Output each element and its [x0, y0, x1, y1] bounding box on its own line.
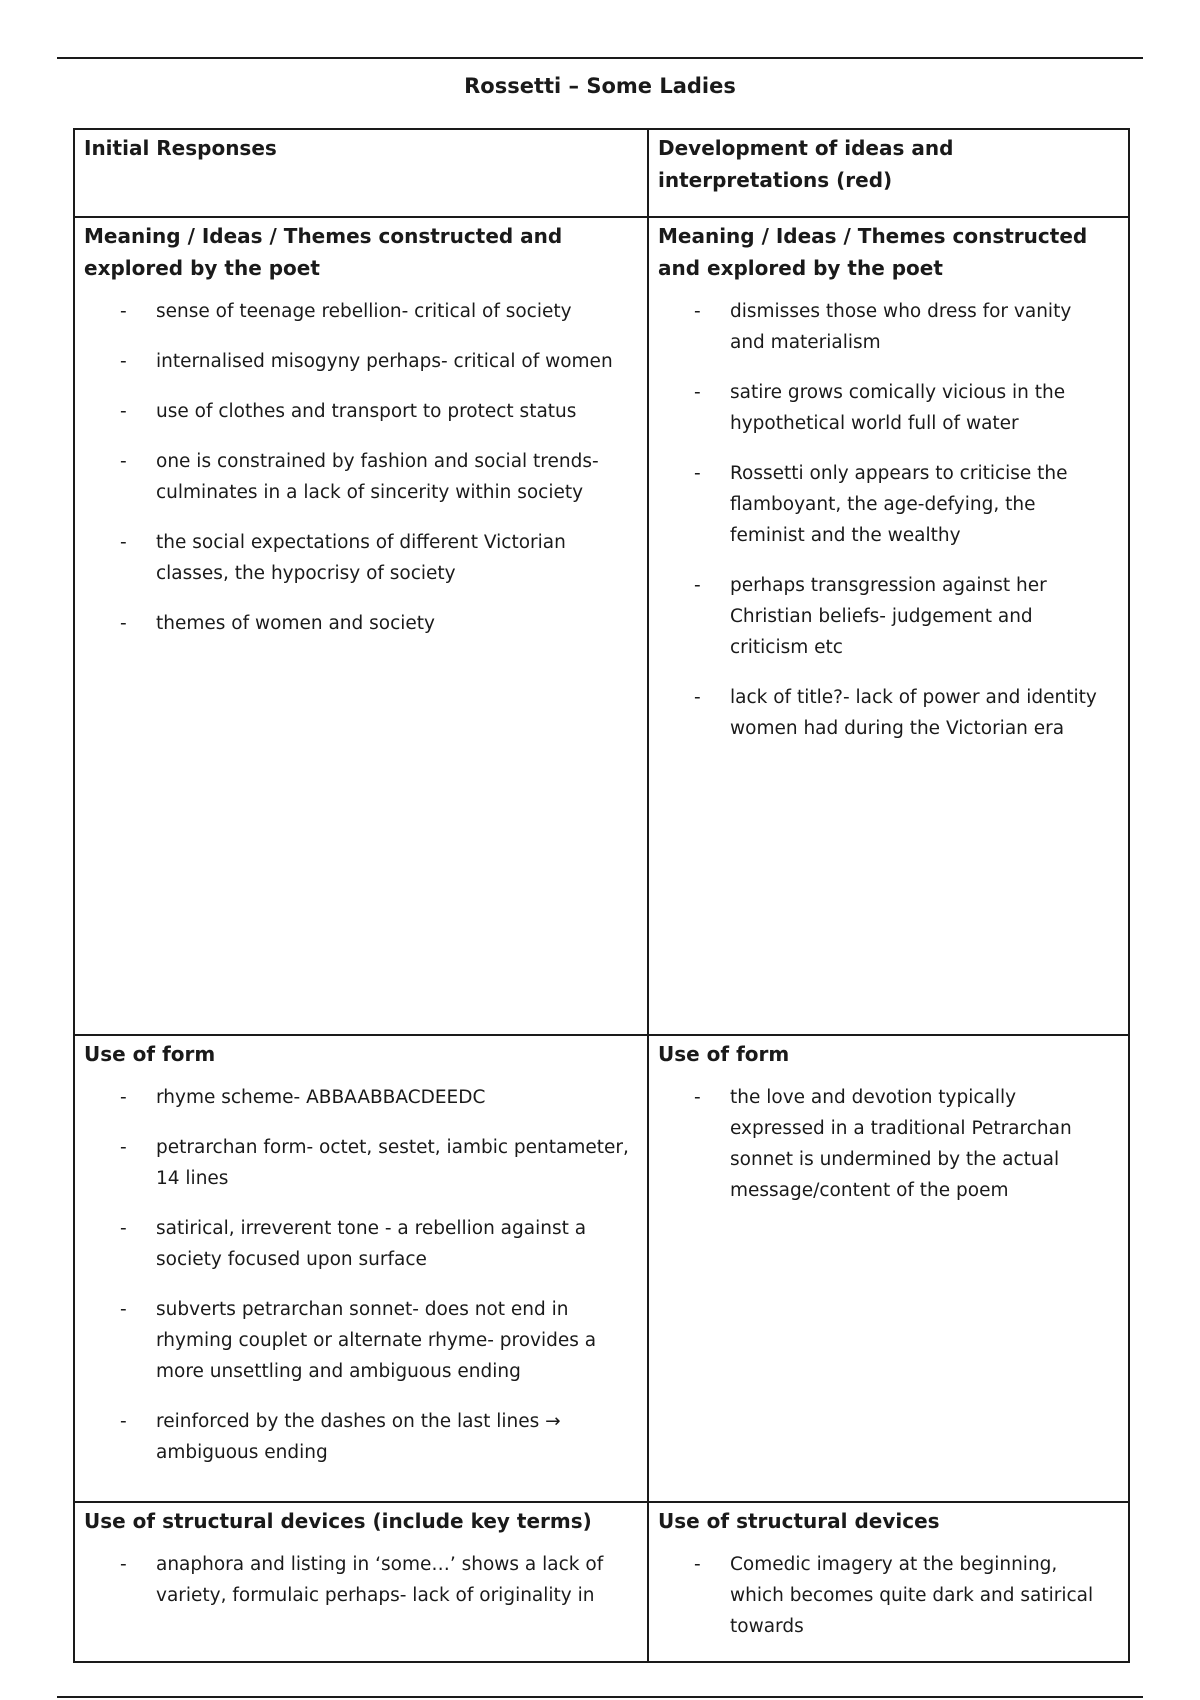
column-heading: Initial Responses — [84, 136, 277, 160]
list-item: - the social expectations of different Victorian classes, the hypocrisy of society — [156, 527, 630, 589]
list-item: - reinforced by the dashes on the last lines → ambiguous ending — [156, 1406, 630, 1468]
section-heading: Meaning / Ideas / Themes constructed and explored by the poet — [84, 224, 563, 280]
section-heading: Meaning / Ideas / Themes constructed and explored by the poet — [658, 224, 1088, 280]
list-item: - satirical, irreverent tone - a rebellion against a society focused upon surface — [156, 1213, 630, 1275]
form-cell-development — [648, 1035, 1129, 1502]
list-item: - use of clothes and transport to protect status — [156, 396, 630, 427]
form-row — [74, 1035, 1129, 1502]
bullet-list — [658, 1549, 1119, 1642]
structure-cell-development — [648, 1502, 1129, 1662]
list-item: - themes of women and society — [156, 608, 630, 639]
list-item: - one is constrained by fashion and social trends- culminates in a lack of sincerity within society — [156, 446, 630, 508]
section-heading: Use of form — [658, 1042, 790, 1066]
list-item: - satire grows comically vicious in the hypothetical world full of water — [730, 377, 1111, 439]
list-item: - internalised misogyny perhaps- critical of women — [156, 346, 630, 377]
list-item: - sense of teenage rebellion- critical of society — [156, 296, 630, 327]
document-title: Rossetti – Some Ladies — [464, 74, 736, 98]
bullet-list — [658, 296, 1119, 744]
meaning-cell-initial — [74, 217, 648, 1035]
notes-table — [73, 128, 1130, 1663]
column-heading: Development of ideas and interpretations (red) — [658, 136, 954, 192]
table-header-row — [74, 129, 1129, 217]
bullet-list — [658, 1082, 1119, 1206]
bullet-list — [84, 296, 638, 639]
meaning-row — [74, 217, 1129, 1035]
list-item: - dismisses those who dress for vanity and materialism — [730, 296, 1111, 358]
bottom-rule — [57, 1696, 1143, 1698]
header-cell-development — [648, 129, 1129, 217]
list-item: - perhaps transgression against her Christian beliefs- judgement and criticism etc — [730, 570, 1111, 663]
list-item: - rhyme scheme- ABBAABBACDEEDC — [156, 1082, 630, 1113]
structure-cell-initial — [74, 1502, 648, 1662]
structure-row — [74, 1502, 1129, 1662]
bullet-list — [84, 1082, 638, 1468]
list-item: - lack of title?- lack of power and identity women had during the Victorian era — [730, 682, 1111, 744]
list-item: - subverts petrarchan sonnet- does not end in rhyming couplet or alternate rhyme- provides a more unsettling and ambiguous ending — [156, 1294, 630, 1387]
section-heading: Use of form — [84, 1042, 216, 1066]
list-item: - the love and devotion typically expressed in a traditional Petrarchan sonnet is undermined by the actual message/content of the poem — [730, 1082, 1111, 1206]
list-item: - Comedic imagery at the beginning, which becomes quite dark and satirical towards — [730, 1549, 1111, 1642]
list-item: - Rossetti only appears to criticise the flamboyant, the age-defying, the feminist and the wealthy — [730, 458, 1111, 551]
bullet-list — [84, 1549, 638, 1611]
section-heading: Use of structural devices — [658, 1509, 940, 1533]
meaning-cell-development — [648, 217, 1129, 1035]
list-item: - petrarchan form- octet, sestet, iambic pentameter, 14 lines — [156, 1132, 630, 1194]
section-heading: Use of structural devices (include key terms) — [84, 1509, 592, 1533]
list-item: - anaphora and listing in ‘some…’ shows a lack of variety, formulaic perhaps- lack of originality in — [156, 1549, 630, 1611]
top-rule — [57, 57, 1143, 59]
header-cell-initial-responses — [74, 129, 648, 217]
form-cell-initial — [74, 1035, 648, 1502]
